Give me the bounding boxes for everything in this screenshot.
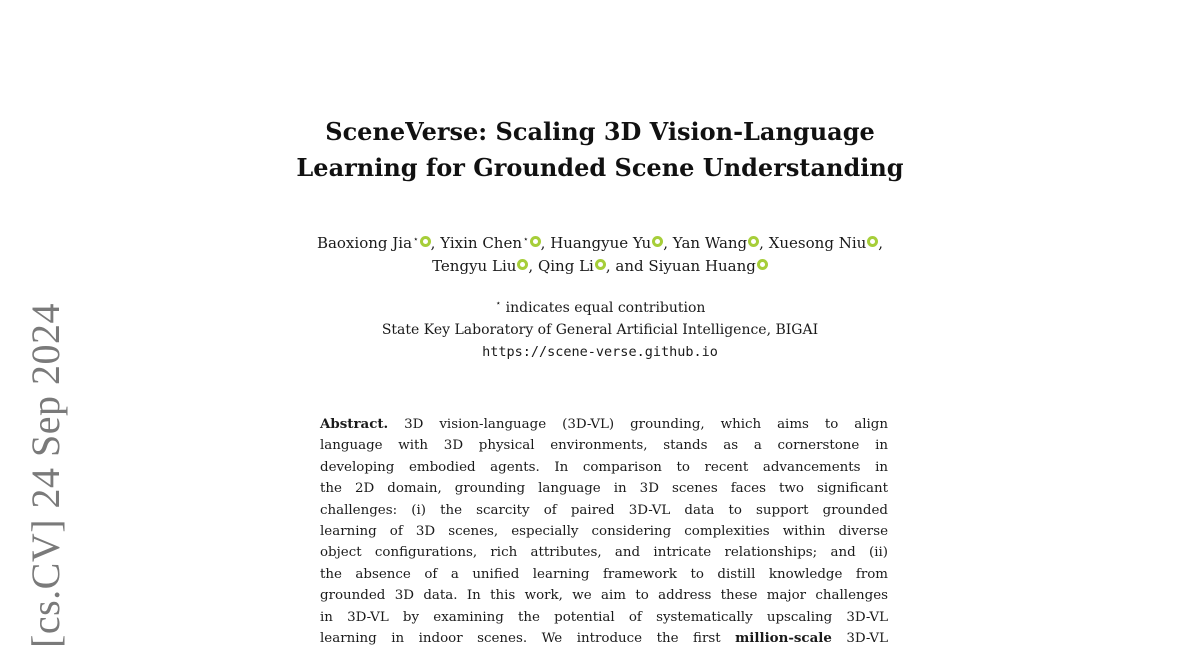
paper-title bbox=[0, 114, 1200, 186]
orcid-icon[interactable] bbox=[652, 236, 663, 247]
million-scale-emphasis: million-scale bbox=[735, 630, 832, 647]
institution: State Key Laboratory of General Artificial Intelligence, BIGAI bbox=[381, 322, 819, 338]
author-line-2: Tengyu Liu , Qing Li , and Siyuan Huang bbox=[0, 255, 1200, 278]
abstract-line: language with 3D physical environments, stands as a cornerstone in bbox=[320, 438, 888, 454]
author-line-1: Baoxiong Jia⋆ , Yixin Chen⋆ , Huangyue Yu , Yan Wang , Xuesong Niu , bbox=[316, 234, 884, 252]
orcid-icon[interactable] bbox=[595, 259, 606, 270]
orcid-icon[interactable] bbox=[757, 259, 768, 270]
orcid-icon[interactable] bbox=[517, 259, 528, 270]
abstract bbox=[320, 414, 888, 649]
title-line-2: Learning for Grounded Scene Understanding bbox=[296, 153, 904, 182]
author: Qing Li bbox=[538, 257, 606, 275]
abstract-line: object configurations, rich attributes, and intricate relationships; and (ii) bbox=[320, 545, 888, 561]
affiliation-block bbox=[0, 293, 1200, 363]
orcid-icon[interactable] bbox=[420, 236, 431, 247]
abstract-line: in 3D-VL by examining the potential of systematically upscaling 3D-VL bbox=[320, 609, 888, 625]
equal-contribution-star: ⋆ bbox=[413, 235, 419, 245]
project-url-link[interactable]: https://scene-verse.github.io bbox=[482, 344, 718, 360]
abstract-line: grounded 3D data. In this work, we aim to address these major challenges bbox=[320, 588, 888, 604]
orcid-icon[interactable] bbox=[748, 236, 759, 247]
note-star: ⋆ bbox=[495, 299, 502, 309]
abstract-line: developing embodied agents. In comparison to recent advancements in bbox=[320, 459, 888, 475]
author: Yixin Chen⋆ bbox=[440, 234, 540, 252]
arxiv-stamp-text: [cs.CV] 24 Sep 2024 bbox=[23, 302, 68, 648]
equal-contribution-star: ⋆ bbox=[523, 235, 529, 245]
abstract-line: learning in indoor scenes. We introduce the first million-scale 3D-VL bbox=[320, 630, 888, 647]
author: Tengyu Liu bbox=[432, 257, 528, 275]
orcid-icon[interactable] bbox=[867, 236, 878, 247]
author-list bbox=[0, 229, 1200, 278]
abstract-label: Abstract. bbox=[320, 416, 389, 432]
abstract-line: challenges: (i) the scarcity of paired 3D-VL data to support grounded bbox=[320, 502, 888, 518]
author: Xuesong Niu bbox=[769, 234, 879, 252]
orcid-icon[interactable] bbox=[530, 236, 541, 247]
abstract-line: learning of 3D scenes, especially considering complexities within diverse bbox=[320, 524, 888, 540]
author: Siyuan Huang bbox=[648, 257, 768, 275]
abstract-line: Abstract. 3D vision-language (3D-VL) grounding, which aims to align bbox=[320, 416, 888, 432]
author: Huangyue Yu bbox=[550, 234, 663, 252]
title-line-1: SceneVerse: Scaling 3D Vision-Language bbox=[325, 117, 875, 146]
author: Yan Wang bbox=[673, 234, 759, 252]
abstract-line: the 2D domain, grounding language in 3D scenes faces two significant bbox=[320, 481, 888, 497]
equal-contribution-note: ⋆ indicates equal contribution bbox=[495, 299, 706, 316]
author: Baoxiong Jia⋆ bbox=[317, 234, 431, 252]
abstract-line: the absence of a unified learning framework to distill knowledge from bbox=[320, 566, 888, 582]
